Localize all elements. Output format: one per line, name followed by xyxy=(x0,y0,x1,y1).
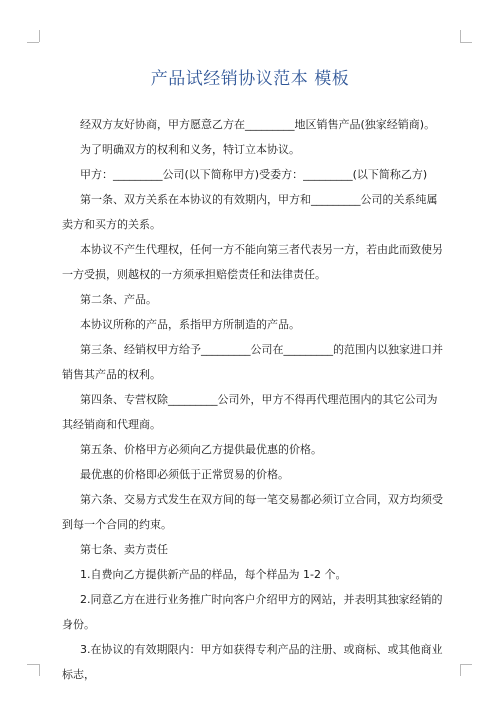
paragraph: 第二条、产品。 xyxy=(80,293,157,306)
paragraph: 经双方友好协商，甲方愿意乙方在_________地区销售产品(独家经销商)。 xyxy=(80,118,436,131)
paragraph: 第六条、交易方式发生在双方间的每一笔交易都必须订立合同，双方均须受到每一个合同的约束。 xyxy=(62,493,443,531)
crop-mark-top-right-h xyxy=(460,42,472,43)
paragraph: 甲方：_________公司(以下简称甲方)受委方：_________(以下简称乙方) xyxy=(80,168,428,181)
paragraph: 第四条、专营权除_________公司外，甲方不得再代理范围内的其它公司为其经销商和代理商。 xyxy=(62,393,438,431)
document-title: 产品试经销协议范本 模板 xyxy=(150,69,350,89)
crop-mark-bottom-left-v xyxy=(39,664,40,676)
crop-mark-bottom-right-v xyxy=(460,664,461,676)
crop-mark-top-left-h xyxy=(27,42,39,43)
paragraph: 第一条、双方关系在本协议的有效期内，甲方和_________公司的关系纯属卖方和买方的关系。 xyxy=(62,193,438,231)
paragraph: 最优惠的价格即必须低于正常贸易的价格。 xyxy=(80,468,289,481)
paragraph: 第五条、价格甲方必须向乙方提供最优惠的价格。 xyxy=(80,443,322,456)
crop-mark-bottom-right-h xyxy=(460,664,472,665)
crop-mark-top-right-v xyxy=(460,30,461,42)
paragraph: 本协议不产生代理权，任何一方不能向第三者代表另一方，若由此而致使另一方受损，则越权的一方须承担赔偿责任和法律责任。 xyxy=(62,243,443,281)
paragraph: 为了明确双方的权利和义务，特订立本协议。 xyxy=(80,143,300,156)
paragraph: 2.同意乙方在进行业务推广时向客户介绍甲方的网站，并表明其独家经销的身份。 xyxy=(62,593,443,631)
document-body xyxy=(62,112,444,687)
paragraph: 1.自费向乙方提供新产品的样品，每个样品为 1-2 个。 xyxy=(80,568,347,581)
paragraph: 本协议所称的产品，系指甲方所制造的产品。 xyxy=(80,318,300,331)
crop-mark-bottom-left-h xyxy=(27,664,39,665)
paragraph: 第七条、卖方责任 xyxy=(80,543,168,556)
paragraph: 第三条、经销权甲方给予_________公司在_________的范围内以独家进口并销售其产品的权利。 xyxy=(62,343,443,381)
paragraph: 3.在协议的有效期限内：甲方如获得专利产品的注册、或商标、或其他商业标志， xyxy=(62,643,443,681)
crop-mark-top-left-v xyxy=(39,30,40,42)
